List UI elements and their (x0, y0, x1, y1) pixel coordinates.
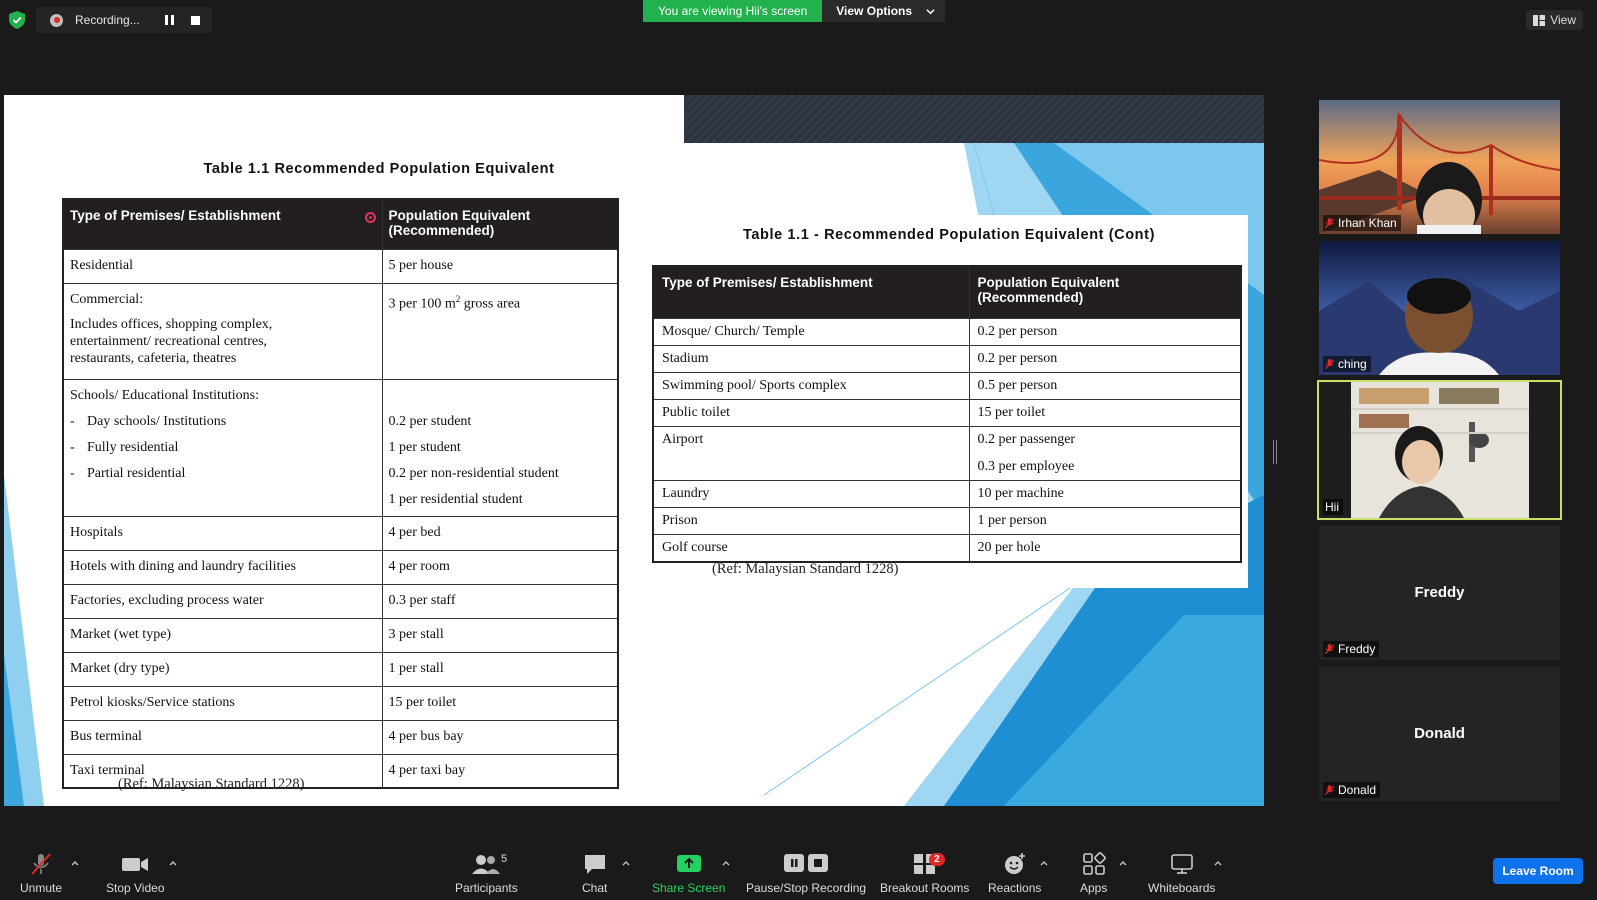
apps-button[interactable] (1080, 852, 1107, 895)
pause-stop-recording-button[interactable] (746, 852, 866, 895)
pause-recording-icon[interactable] (161, 13, 177, 27)
reactions-smiley-icon (1003, 852, 1027, 876)
participants-button[interactable] (455, 852, 518, 895)
leave-room-button[interactable]: Leave Room (1493, 858, 1583, 884)
table-cell: 4 per room (382, 550, 618, 584)
table-cell: 20 per hole (969, 534, 1241, 562)
video-feed-bookshelf (1319, 382, 1560, 518)
muted-mic-icon (1325, 359, 1334, 370)
participant-display-name: Freddy (1414, 584, 1465, 601)
participants-count: 5 (501, 853, 508, 865)
table-row (653, 534, 1241, 562)
unmute-button[interactable] (20, 852, 62, 895)
view-options-label: View Options (836, 4, 913, 18)
table1-title: Table 1.1 Recommended Population Equivalent (203, 161, 555, 177)
pause-stop-recording-label: Pause/Stop Recording (746, 881, 867, 895)
table-cell: 0.2 per person (969, 345, 1241, 372)
commercial-type: Commercial: (70, 291, 144, 307)
table-cell: Swimming pool/ Sports complex (653, 372, 969, 399)
commercial-desc-line2: entertainment/ recreational centres, (70, 333, 268, 349)
video-tile-donald[interactable] (1319, 667, 1560, 801)
table2 (652, 265, 1242, 563)
table-cell: Public toilet (653, 399, 969, 426)
table-cell: 0.5 per person (969, 372, 1241, 399)
commercial-value-sup: 2 (455, 293, 461, 304)
chat-label: Chat (582, 881, 608, 895)
share-screen-icon (676, 852, 702, 876)
chevron-down-icon (926, 7, 935, 16)
table-cell: Stadium (653, 345, 969, 372)
video-feed-mountains (1319, 241, 1560, 375)
schools-val4: 1 per residential student (388, 491, 523, 507)
table-cell: Market (dry type) (63, 652, 382, 686)
whiteboards-button[interactable] (1148, 852, 1215, 895)
table-cell: 15 per toilet (969, 399, 1241, 426)
meeting-toolbar (0, 840, 1597, 900)
share-screen-label: Share Screen (652, 881, 726, 895)
table-cell (63, 379, 382, 516)
table1-header-type (63, 199, 382, 249)
table-row (653, 480, 1241, 507)
reactions-button[interactable] (988, 852, 1041, 895)
table-cell: Market (wet type) (63, 618, 382, 652)
whiteboard-icon (1170, 852, 1194, 876)
table-cell: 0.2 per person (969, 318, 1241, 345)
commercial-desc (70, 316, 376, 367)
video-camera-icon (121, 852, 149, 876)
table-cell (63, 283, 382, 379)
panel-resize-handle[interactable] (1273, 440, 1277, 464)
table1-reference: (Ref: Malaysian Standard 1228) (118, 776, 305, 792)
table-row (63, 550, 618, 584)
table-cell: Residential (63, 249, 382, 283)
table-row (63, 720, 618, 754)
muted-microphone-icon (29, 852, 53, 876)
stop-video-label: Stop Video (106, 881, 165, 895)
share-screen-button[interactable] (652, 852, 725, 895)
airport-value1: 0.2 per passenger (977, 431, 1076, 447)
table1-header-pe-line2: (Recommended) (388, 223, 495, 238)
table-cell (969, 426, 1241, 480)
commercial-value-prefix: 3 per 100 m (388, 296, 456, 312)
table-row (63, 283, 618, 379)
table-cell: 5 per house (382, 249, 618, 283)
video-tile-ching[interactable] (1319, 241, 1560, 375)
table-row (63, 652, 618, 686)
table-cell: Prison (653, 507, 969, 534)
viewing-screen-label: You are viewing Hii's screen (643, 0, 822, 22)
muted-mic-icon (1325, 644, 1334, 655)
table-row (63, 516, 618, 550)
video-tile-hii-active-speaker[interactable] (1317, 380, 1562, 520)
chevron-up-icon[interactable] (722, 860, 730, 866)
video-tile-irhan-khan[interactable] (1319, 100, 1560, 234)
table-cell (382, 379, 618, 516)
security-shield-icon[interactable] (9, 11, 25, 29)
table2-reference: (Ref: Malaysian Standard 1228) (712, 561, 899, 577)
stop-recording-icon[interactable] (191, 16, 200, 25)
participant-name: Hii (1325, 500, 1339, 514)
schools-val3: 0.2 per non-residential student (388, 465, 559, 481)
video-feed-golden-gate (1319, 100, 1560, 234)
table-cell: 4 per bus bay (382, 720, 618, 754)
schools-sub2: Fully residential (87, 439, 179, 455)
shared-screen-slide (4, 95, 1264, 806)
schools-val2: 1 per student (388, 439, 461, 455)
list-item: - Day schools/ Institutions (70, 413, 227, 429)
participant-name-tag (1323, 215, 1401, 231)
table2-header-pe-line1: Population Equivalent (977, 275, 1120, 290)
participant-name: Freddy (1338, 642, 1376, 656)
breakout-rooms-label: Breakout Rooms (880, 881, 970, 895)
table-cell: 4 per taxi bay (382, 754, 618, 788)
table-row (653, 345, 1241, 372)
schools-val1: 0.2 per student (388, 413, 472, 429)
table-row (653, 426, 1241, 480)
stop-video-button[interactable] (106, 852, 165, 895)
view-label: View (1550, 13, 1576, 27)
participant-name: Irhan Khan (1338, 216, 1397, 230)
table2-title: Table 1.1 - Recommended Population Equivalent (Cont) (743, 227, 1155, 243)
table-cell: Mosque/ Church/ Temple (653, 318, 969, 345)
table1-header-row (63, 199, 618, 249)
pause-stop-icon (783, 852, 829, 876)
participant-name-tag (1323, 499, 1343, 515)
participant-name: ching (1338, 357, 1367, 371)
table-cell: 1 per stall (382, 652, 618, 686)
recording-indicator (36, 7, 212, 33)
list-item: - Fully residential (70, 439, 179, 455)
participant-name-tag (1323, 782, 1380, 798)
muted-mic-icon (1325, 218, 1334, 229)
table-cell: Hotels with dining and laundry facilities (63, 550, 382, 584)
reactions-label: Reactions (988, 881, 1042, 895)
table-row (63, 686, 618, 720)
apps-label: Apps (1080, 881, 1108, 895)
viewing-banner (643, 0, 945, 22)
participant-name-tag (1323, 641, 1379, 657)
table-row (653, 507, 1241, 534)
table1-header-type-label: Type of Premises/ Establishment (70, 208, 281, 223)
table-cell: 1 per person (969, 507, 1241, 534)
table-cell: Petrol kiosks/Service stations (63, 686, 382, 720)
chat-bubble-icon (583, 852, 607, 876)
apps-icon (1082, 852, 1106, 876)
unmute-label: Unmute (20, 881, 63, 895)
view-options-button[interactable] (822, 0, 945, 22)
chevron-up-icon[interactable] (169, 860, 177, 866)
schools-sub3: Partial residential (87, 465, 186, 481)
chat-button[interactable] (582, 852, 607, 895)
table-cell: Airport (653, 426, 969, 480)
whiteboards-label: Whiteboards (1148, 881, 1216, 895)
chevron-up-icon[interactable] (1214, 860, 1222, 866)
breakout-rooms-badge: 2 (929, 853, 945, 866)
table1-header-pe-line1: Population Equivalent (388, 208, 531, 223)
table-cell: Laundry (653, 480, 969, 507)
table1 (62, 198, 619, 789)
chevron-up-icon[interactable] (1119, 860, 1127, 866)
participants-label: Participants (455, 881, 518, 895)
participant-name: Donald (1338, 783, 1377, 797)
view-layout-icon (1533, 15, 1545, 26)
table-row (653, 372, 1241, 399)
table-cell: Factories, excluding process water (63, 584, 382, 618)
table-row (63, 584, 618, 618)
table-row (63, 249, 618, 283)
table-cell: Hospitals (63, 516, 382, 550)
table-row (63, 618, 618, 652)
table1-header-pe (382, 199, 618, 249)
table-cell: 15 per toilet (382, 686, 618, 720)
commercial-desc-line1: Includes offices, shopping complex, (70, 316, 273, 332)
list-item: - Partial residential (70, 465, 186, 481)
laser-pointer-icon (365, 212, 376, 223)
table2-header-type: Type of Premises/ Establishment (653, 266, 969, 318)
table-row (653, 399, 1241, 426)
participants-icon (471, 852, 501, 876)
recording-label: Recording... (75, 13, 140, 27)
table-cell: 10 per machine (969, 480, 1241, 507)
recording-dot-icon (50, 14, 63, 27)
schools-type: Schools/ Educational Institutions: (70, 387, 259, 403)
table-cell: Golf course (653, 534, 969, 562)
table-cell: 0.3 per staff (382, 584, 618, 618)
table2-header-pe-line2: (Recommended) (977, 290, 1084, 305)
table2-header-row (653, 266, 1241, 318)
breakout-rooms-button[interactable] (880, 852, 969, 895)
airport-value2: 0.3 per employee (977, 458, 1075, 474)
table-cell: 3 per stall (382, 618, 618, 652)
table-row (653, 318, 1241, 345)
chevron-up-icon[interactable] (622, 860, 630, 866)
table-row (63, 379, 618, 516)
chevron-up-icon[interactable] (71, 860, 79, 866)
chevron-up-icon[interactable] (1040, 860, 1048, 866)
commercial-desc-line3: restaurants, cafeteria, theatres (70, 350, 237, 366)
table-cell: 4 per bed (382, 516, 618, 550)
muted-mic-icon (1325, 785, 1334, 796)
video-tile-freddy[interactable] (1319, 526, 1560, 660)
top-bar (0, 0, 1597, 40)
participant-display-name: Donald (1414, 725, 1465, 742)
table-cell: Bus terminal (63, 720, 382, 754)
view-button[interactable] (1526, 10, 1583, 30)
commercial-value-suffix: gross area (460, 296, 521, 312)
table-cell (382, 283, 618, 379)
table-cell: Taxi terminal (63, 754, 382, 788)
schools-sub1: Day schools/ Institutions (87, 413, 227, 429)
table2-header-pe (969, 266, 1241, 318)
participant-name-tag (1323, 356, 1371, 372)
